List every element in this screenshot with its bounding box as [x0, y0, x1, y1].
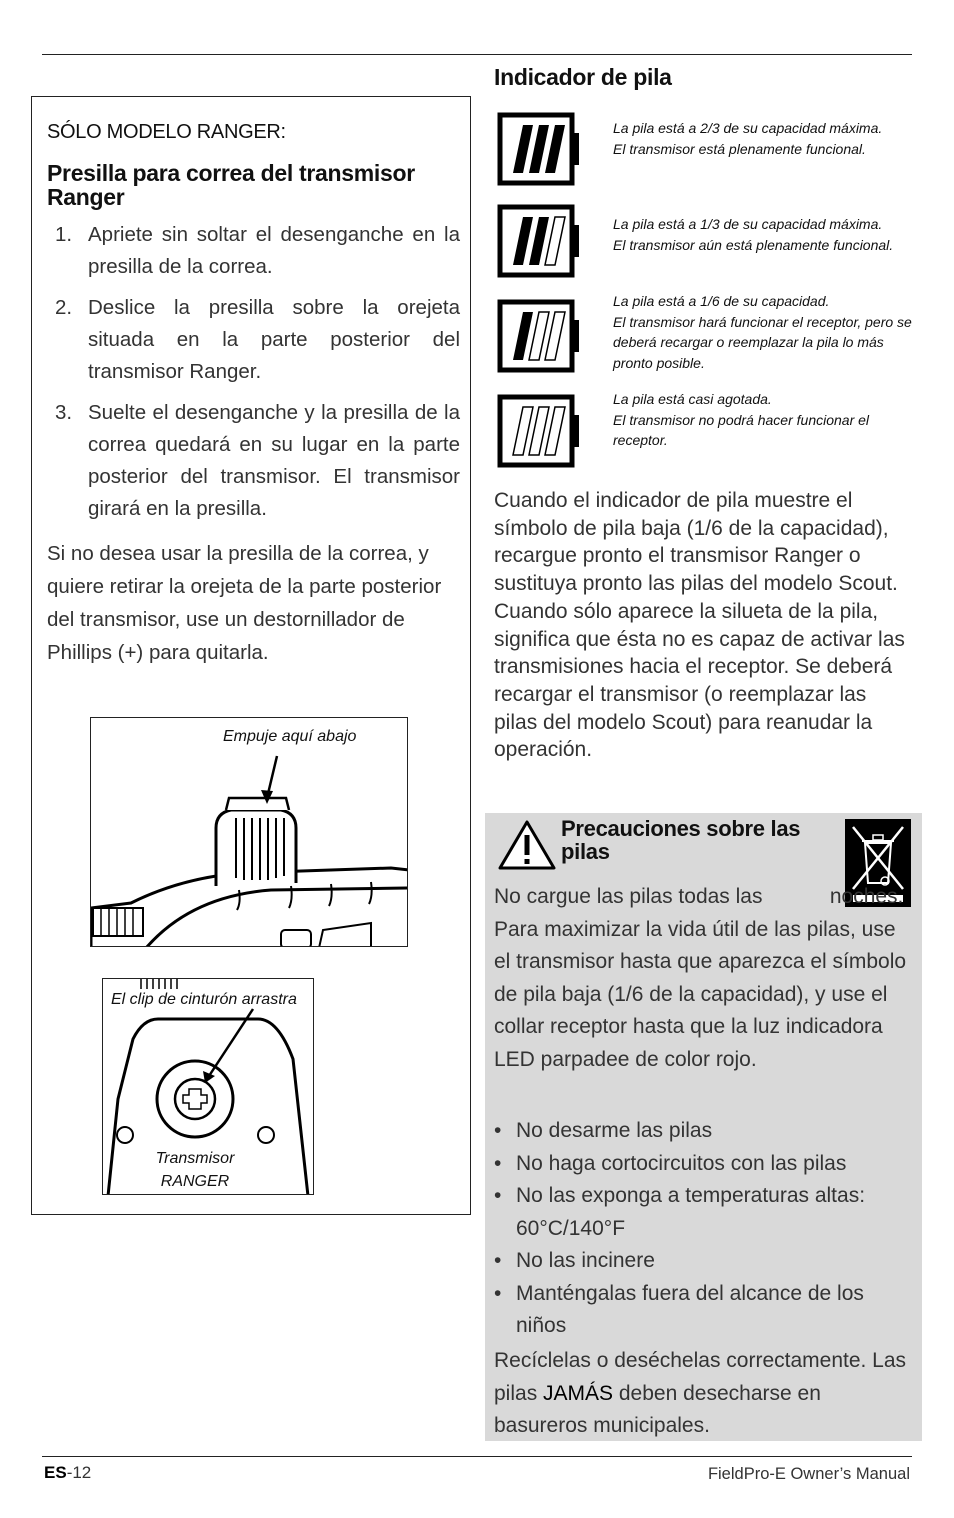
battery-low-icon [497, 296, 581, 374]
list-item: • No las exponga a temperaturas altas: 60°C/140°F [494, 1180, 914, 1245]
battery-caution-box [485, 813, 922, 1441]
list-item: • Manténgalas fuera del alcance de los niños [494, 1278, 914, 1343]
step-item: 1. Apriete sin soltar el desenganche en la presilla de la correa. [55, 223, 460, 278]
transmitter-label: Transmisor RANGER [155, 1150, 235, 1190]
section-title: Presilla para correa del transmisor Ranger [47, 160, 415, 210]
recycle-note: Recíclelas o deséchelas correctamente. Las pilas JAMÁS deben desecharse en basureros municipales. [494, 1349, 907, 1437]
bottom-rule [42, 1456, 912, 1457]
battery-paragraph: Cuando el indicador de pila muestre el símbolo de pila baja (1/6 de la capacidad), recargue pronto el transmisor Ranger o sustituya pronto las pilas del modelo Scout. Cuando sólo aparece la silueta de la pila, significa que ésta no es capaz de activar las transmisiones hacia el receptor. Se deberá recargar el transmisor (o reemplazar las pilas del modelo Scout) para reanudar la operación. [494, 489, 905, 762]
figure-caption: Empuje aquí abajo [223, 728, 357, 745]
battery-empty-icon [497, 391, 581, 469]
figure-push-down [90, 717, 408, 947]
list-item: • No las incinere [494, 1245, 914, 1278]
removal-note: Si no desea usar la presilla de la correa, y quiere retirar la orejeta de la parte posterior del transmisor, use un destornillador de Phillips (+) para quitarla. [47, 542, 442, 664]
manual-title: FieldPro-E Owner’s Manual [707, 1465, 910, 1483]
caution-bullets [494, 1115, 914, 1343]
warning-triangle-icon [497, 819, 557, 871]
step-item: 2. Deslice la presilla sobre la orejeta situada en la parte posterior del transmisor Ranger. [55, 296, 460, 383]
belt-clip-section [31, 96, 471, 1215]
step-item: 3. Suelte el desenganche y la presilla de la correa quedará en su lugar en la parte posterior del transmisor. El transmisor girará en la presilla. [55, 401, 460, 520]
battery-full-icon [497, 109, 581, 187]
top-rule [42, 54, 912, 55]
figure-belt-clip [102, 978, 314, 1195]
caution-text: No cargue las pilas todas las noches. Para maximizar la vida útil de las pilas, use el transmisor hasta que aparezca el símbolo de pila baja (1/6 de la capacidad), y use el collar receptor hasta que la luz indicadora LED parpadee de color rojo. [494, 885, 907, 1071]
page-number: ES-12 [44, 1463, 92, 1482]
steps-list [47, 219, 460, 534]
battery-two-thirds-icon [497, 201, 581, 279]
model-label: SÓLO MODELO RANGER: [47, 121, 286, 143]
caution-title: Precauciones sobre las pilas [561, 816, 801, 864]
figure-caption: El clip de cinturón arrastra [111, 991, 297, 1008]
battery-indicator-title: Indicador de pila [494, 64, 672, 90]
list-item: • No haga cortocircuitos con las pilas [494, 1148, 914, 1181]
transmitter-top-drawing [91, 718, 408, 947]
list-item: • No desarme las pilas [494, 1115, 914, 1148]
